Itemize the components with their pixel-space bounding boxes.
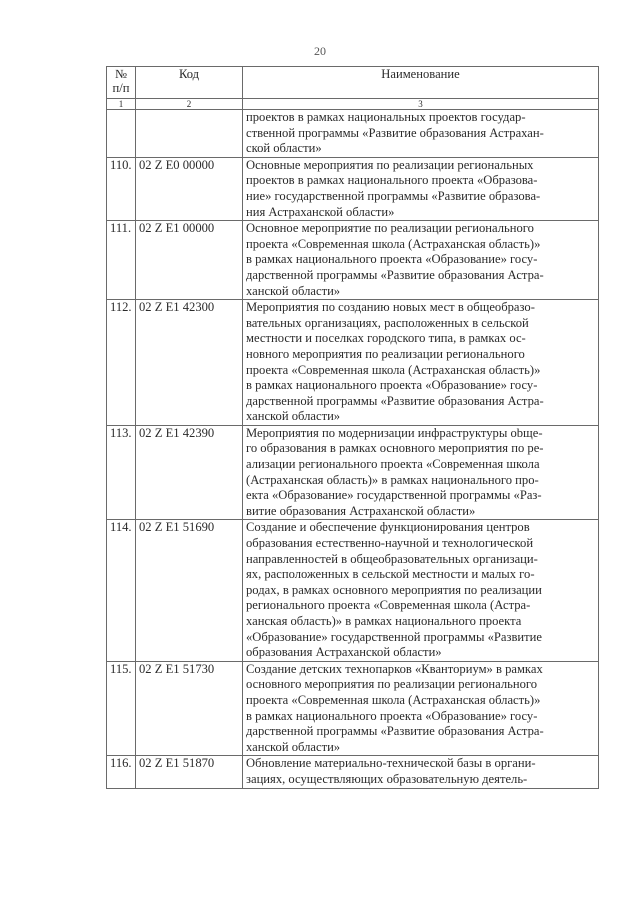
table-row — [107, 221, 599, 300]
row-name-line: Мероприятия по созданию новых мест в общеобразо- — [246, 300, 535, 315]
table-row — [107, 157, 599, 220]
row-name-line: дарственной программы «Развитие образования Астра- — [246, 267, 544, 282]
row-code: 02 Z E1 51690 — [136, 520, 243, 661]
row-number: 111. — [107, 221, 136, 300]
row-name-line: регионального проекта «Современная школа (Астра- — [246, 598, 531, 613]
row-name-line: Создание детских технопарков «Кванториум» в рамках — [246, 661, 543, 676]
row-number: 115. — [107, 661, 136, 756]
row-code: 02 Z E1 00000 — [136, 221, 243, 300]
row-name-line: Основное мероприятие по реализации регионального — [246, 221, 534, 236]
row-name-line: «Образование» государственной программы «Развитие — [246, 629, 542, 644]
row-name-line: Мероприятия по модернизации инфраструктуры obщe- — [246, 425, 543, 440]
column-index-row — [107, 99, 599, 110]
row-number: 110. — [107, 157, 136, 220]
row-name-line: Создание и обеспечение функционирования центров — [246, 520, 530, 535]
header-code: Код — [136, 67, 243, 99]
row-name — [243, 661, 599, 756]
column-index-2: 2 — [136, 99, 243, 110]
row-name-line: вательных организациях, расположенных в сельской — [246, 315, 529, 330]
row-name-line: ханской области» — [246, 739, 341, 754]
row-name-line: образования Астраханской области» — [246, 645, 442, 660]
row-name-line: ния Астраханской области» — [246, 204, 395, 219]
row-name-line: в рамках национального проекта «Образование» госу- — [246, 708, 538, 723]
header-number — [107, 67, 136, 99]
row-name-line: проектов в рамках национального проекта «Образова- — [246, 173, 538, 188]
row-name-line: проекта «Современная школа (Астраханская область)» — [246, 692, 541, 707]
row-name-line: го образования в рамках основного мероприятия по ре- — [246, 441, 544, 456]
row-number: 116. — [107, 756, 136, 788]
header-number-sign: № — [114, 67, 128, 81]
row-name — [243, 221, 599, 300]
row-name-line: витие образования Астраханской области» — [246, 503, 476, 518]
row-name — [243, 425, 599, 520]
row-name-line: родах, в рамках основного мероприятия по реализации — [246, 582, 542, 597]
row-name-line: Обновление материально-технической базы в органи- — [246, 756, 536, 771]
row-name-line: (Астраханская область)» в рамках национального про- — [246, 472, 539, 487]
row-name-line: в рамках национального проекта «Образование» госу- — [246, 378, 538, 393]
header-number-abbr: п/п — [112, 81, 130, 95]
row-name-line: основного мероприятия по реализации регионального — [246, 677, 538, 692]
column-index-3: 3 — [243, 99, 599, 110]
row-code: 02 Z E1 51870 — [136, 756, 243, 788]
table-row — [107, 520, 599, 661]
row-name — [243, 756, 599, 788]
row-name-line: направленностей в общеобразовательных организаци- — [246, 551, 538, 566]
row-name — [243, 110, 599, 158]
row-name-line: Основные мероприятия по реализации региональных — [246, 157, 534, 172]
row-name-line: новного мероприятия по реализации регионального — [246, 346, 525, 361]
row-name-line: ханская область)» в рамках национального проекта — [246, 614, 522, 628]
row-code: 02 Z E1 51730 — [136, 661, 243, 756]
row-name-line: ализации регионального проекта «Современная школа — [246, 457, 540, 472]
row-name-line: дарственной программы «Развитие образования Астра- — [246, 724, 544, 739]
column-index-1: 1 — [107, 99, 136, 110]
table-row — [107, 756, 599, 788]
row-code: 02 Z E1 42390 — [136, 425, 243, 520]
row-name-line: ях, расположенных в сельской местности и малых го- — [246, 567, 535, 582]
row-name-line: ской области» — [246, 141, 322, 156]
header-name: Наименование — [243, 67, 599, 99]
table-row — [107, 110, 599, 158]
table-header-row — [107, 67, 599, 99]
row-name-line: ханской области» — [246, 409, 341, 424]
row-name-line: дарственной программы «Развитие образования Астра- — [246, 393, 544, 408]
table-row — [107, 661, 599, 756]
row-name-line: проекта «Современная школа (Астраханская область)» — [246, 362, 541, 377]
row-name-line: проектов в рамках национальных проектов государ- — [246, 110, 526, 124]
row-name-line: проекта «Современная школа (Астраханская область)» — [246, 236, 541, 251]
row-name — [243, 157, 599, 220]
row-code: 02 Z E1 42300 — [136, 300, 243, 426]
table-row — [107, 425, 599, 520]
row-name-line: ханской области» — [246, 283, 341, 298]
budget-classification-table — [106, 66, 599, 789]
row-name-line: ние» государственной программы «Развитие образова- — [246, 188, 541, 203]
row-number: 112. — [107, 300, 136, 426]
row-code: 02 Z E0 00000 — [136, 157, 243, 220]
row-number — [107, 110, 136, 158]
row-name-line: зациях, осуществляющих образовательную деятель- — [246, 771, 528, 786]
row-number: 114. — [107, 520, 136, 661]
row-name — [243, 520, 599, 661]
page-number: 20 — [314, 44, 326, 58]
row-name-line: местности и поселках городского типа, в рамках ос- — [246, 331, 526, 346]
row-code — [136, 110, 243, 158]
row-name-line: образования естественно-научной и технологической — [246, 536, 534, 551]
table-row — [107, 300, 599, 426]
row-number: 113. — [107, 425, 136, 520]
row-name-line: екта «Образование» государственной программы «Раз- — [246, 488, 542, 503]
row-name-line: в рамках национального проекта «Образование» госу- — [246, 252, 538, 267]
row-name-line: ственной программы «Развитие образования Астрахан- — [246, 125, 544, 140]
row-name — [243, 300, 599, 426]
